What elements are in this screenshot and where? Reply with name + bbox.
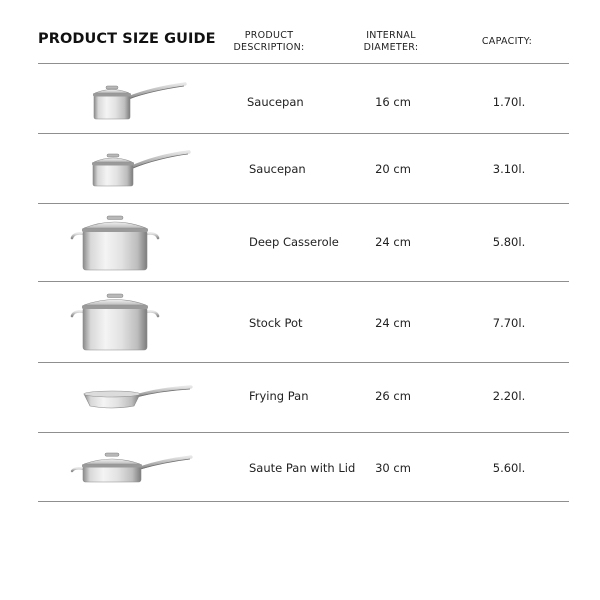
capacity-value: 7.70l. bbox=[492, 316, 526, 330]
table-divider bbox=[38, 133, 569, 134]
frying-pan-icon bbox=[82, 380, 194, 412]
column-header-capacity-label: CAPACITY: bbox=[481, 36, 533, 47]
saute-pan-with-lid-icon bbox=[70, 448, 194, 486]
page-title: PRODUCT SIZE GUIDE bbox=[38, 31, 216, 47]
internal-diameter: 24 cm bbox=[375, 316, 411, 330]
internal-diameter: 30 cm bbox=[375, 461, 411, 475]
table-divider bbox=[38, 501, 569, 502]
product-description: Frying Pan bbox=[249, 389, 309, 403]
column-header-capacity bbox=[466, 36, 548, 48]
product-description: Deep Casserole bbox=[249, 235, 339, 249]
table-divider bbox=[38, 63, 569, 64]
capacity-value: 3.10l. bbox=[492, 162, 526, 176]
saucepan-with-lid-icon bbox=[88, 148, 192, 190]
column-header-diameter bbox=[350, 30, 432, 54]
column-header-description-line-1: PRODUCT bbox=[244, 30, 294, 41]
stock-pot-icon bbox=[70, 292, 160, 352]
internal-diameter: 20 cm bbox=[375, 162, 411, 176]
table-divider bbox=[38, 362, 569, 363]
table-divider bbox=[38, 203, 569, 204]
column-header-diameter-line-1: INTERNAL bbox=[366, 30, 416, 41]
internal-diameter: 24 cm bbox=[375, 235, 411, 249]
saucepan-with-lid-icon bbox=[88, 80, 188, 122]
product-description: Stock Pot bbox=[249, 316, 303, 330]
capacity-value: 2.20l. bbox=[492, 389, 526, 403]
capacity-value: 5.80l. bbox=[492, 235, 526, 249]
internal-diameter: 16 cm bbox=[375, 95, 411, 109]
product-description: Saute Pan with Lid bbox=[249, 461, 356, 475]
capacity-value: 1.70l. bbox=[492, 95, 526, 109]
product-description: Saucepan bbox=[247, 95, 304, 109]
internal-diameter: 26 cm bbox=[375, 389, 411, 403]
product-description: Saucepan bbox=[249, 162, 306, 176]
deep-casserole-icon bbox=[70, 212, 160, 272]
column-header-description-line-2: DESCRIPTION: bbox=[233, 42, 305, 53]
column-header-description bbox=[228, 30, 310, 54]
column-header-diameter-line-2: DIAMETER: bbox=[363, 42, 419, 53]
capacity-value: 5.60l. bbox=[492, 461, 526, 475]
table-divider bbox=[38, 281, 569, 282]
table-divider bbox=[38, 432, 569, 433]
